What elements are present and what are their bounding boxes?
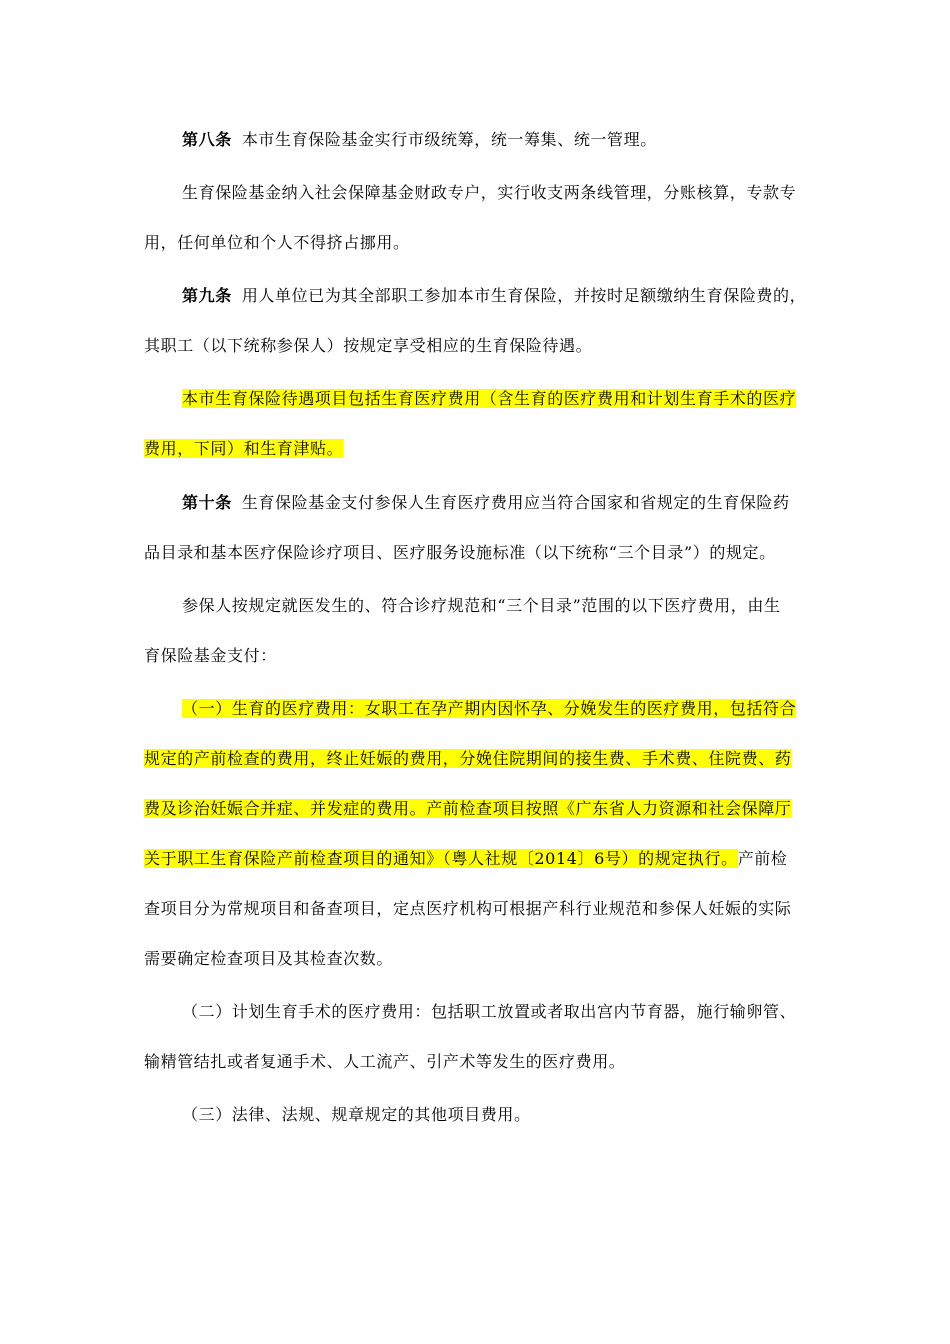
article-8-para-2-line-1: 生育保险基金纳入社会保障基金财政专户，实行收支两条线管理，分账核算，专款专 xyxy=(182,183,797,202)
article-10-label: 第十条 xyxy=(182,493,232,512)
article-10-line-1 xyxy=(182,490,790,516)
item-1-line-2 xyxy=(144,746,791,772)
article-9-label: 第九条 xyxy=(182,286,232,305)
item-1-line-5: 查项目分为常规项目和备查项目，定点医疗机构可根据产科行业规范和参保人妊娠的实际 xyxy=(144,899,792,918)
article-9-para-2-line-2 xyxy=(144,436,343,462)
article-10-line-2: 品目录和基本医疗保险诊疗项目、医疗服务设施标准（以下统称“三个目录”）的规定。 xyxy=(144,543,776,562)
article-8-line-1 xyxy=(182,127,657,153)
article-8-para-2-line-2: 用，任何单位和个人不得挤占挪用。 xyxy=(144,233,410,252)
article-10-para-2-line-2: 育保险基金支付： xyxy=(144,646,277,665)
article-8-label: 第八条 xyxy=(182,130,232,149)
item-1-line-1 xyxy=(182,696,796,722)
article-9-line-1 xyxy=(182,283,806,309)
article-10-text: 生育保险基金支付参保人生育医疗费用应当符合国家和省规定的生育保险药 xyxy=(241,493,790,512)
article-9-line-2: 其职工（以下统称参保人）按规定享受相应的生育保险待遇。 xyxy=(144,336,593,355)
item-2-line-1: （二）计划生育手术的医疗费用：包括职工放置或者取出宫内节育器，施行输卵管、 xyxy=(182,1002,797,1021)
item-1-line-4-rest: 产前检 xyxy=(737,849,788,868)
item-3-line-1: （三）法律、法规、规章规定的其他项目费用。 xyxy=(182,1105,531,1124)
article-10-para-2-line-1: 参保人按规定就医发生的、符合诊疗规范和“三个目录”范围的以下医疗费用，由生 xyxy=(182,596,781,615)
highlighted-text: 本市生育保险待遇项目包括生育医疗费用（含生育的医疗费用和计划生育手术的医疗 xyxy=(182,389,797,408)
item-1-line-6: 需要确定检查项目及其检查次数。 xyxy=(144,949,394,968)
highlighted-text: 关于职工生育保险产前检查项目的通知》（粤人社规〔2014〕6号）的规定执行。 xyxy=(144,849,738,868)
highlighted-text: （一）生育的医疗费用：女职工在孕产期内因怀孕、分娩发生的医疗费用，包括符合 xyxy=(182,699,797,718)
highlighted-text: 规定的产前检查的费用，终止妊娠的费用，分娩住院期间的接生费、手术费、住院费、药 xyxy=(144,749,792,768)
article-8-text: 本市生育保险基金实行市级统筹，统一筹集、统一管理。 xyxy=(241,130,657,149)
item-1-line-4 xyxy=(144,846,788,872)
item-1-line-3 xyxy=(144,796,791,822)
highlighted-text: 费用，下同）和生育津贴。 xyxy=(144,439,344,458)
article-9-para-2-line-1 xyxy=(182,386,796,412)
article-9-text: 用人单位已为其全部职工参加本市生育保险，并按时足额缴纳生育保险费的， xyxy=(241,286,807,305)
highlighted-text: 费及诊治妊娠合并症、并发症的费用。产前检查项目按照《广东省人力资源和社会保障厅 xyxy=(144,799,792,818)
item-2-line-2: 输精管结扎或者复通手术、人工流产、引产术等发生的医疗费用。 xyxy=(144,1052,626,1071)
